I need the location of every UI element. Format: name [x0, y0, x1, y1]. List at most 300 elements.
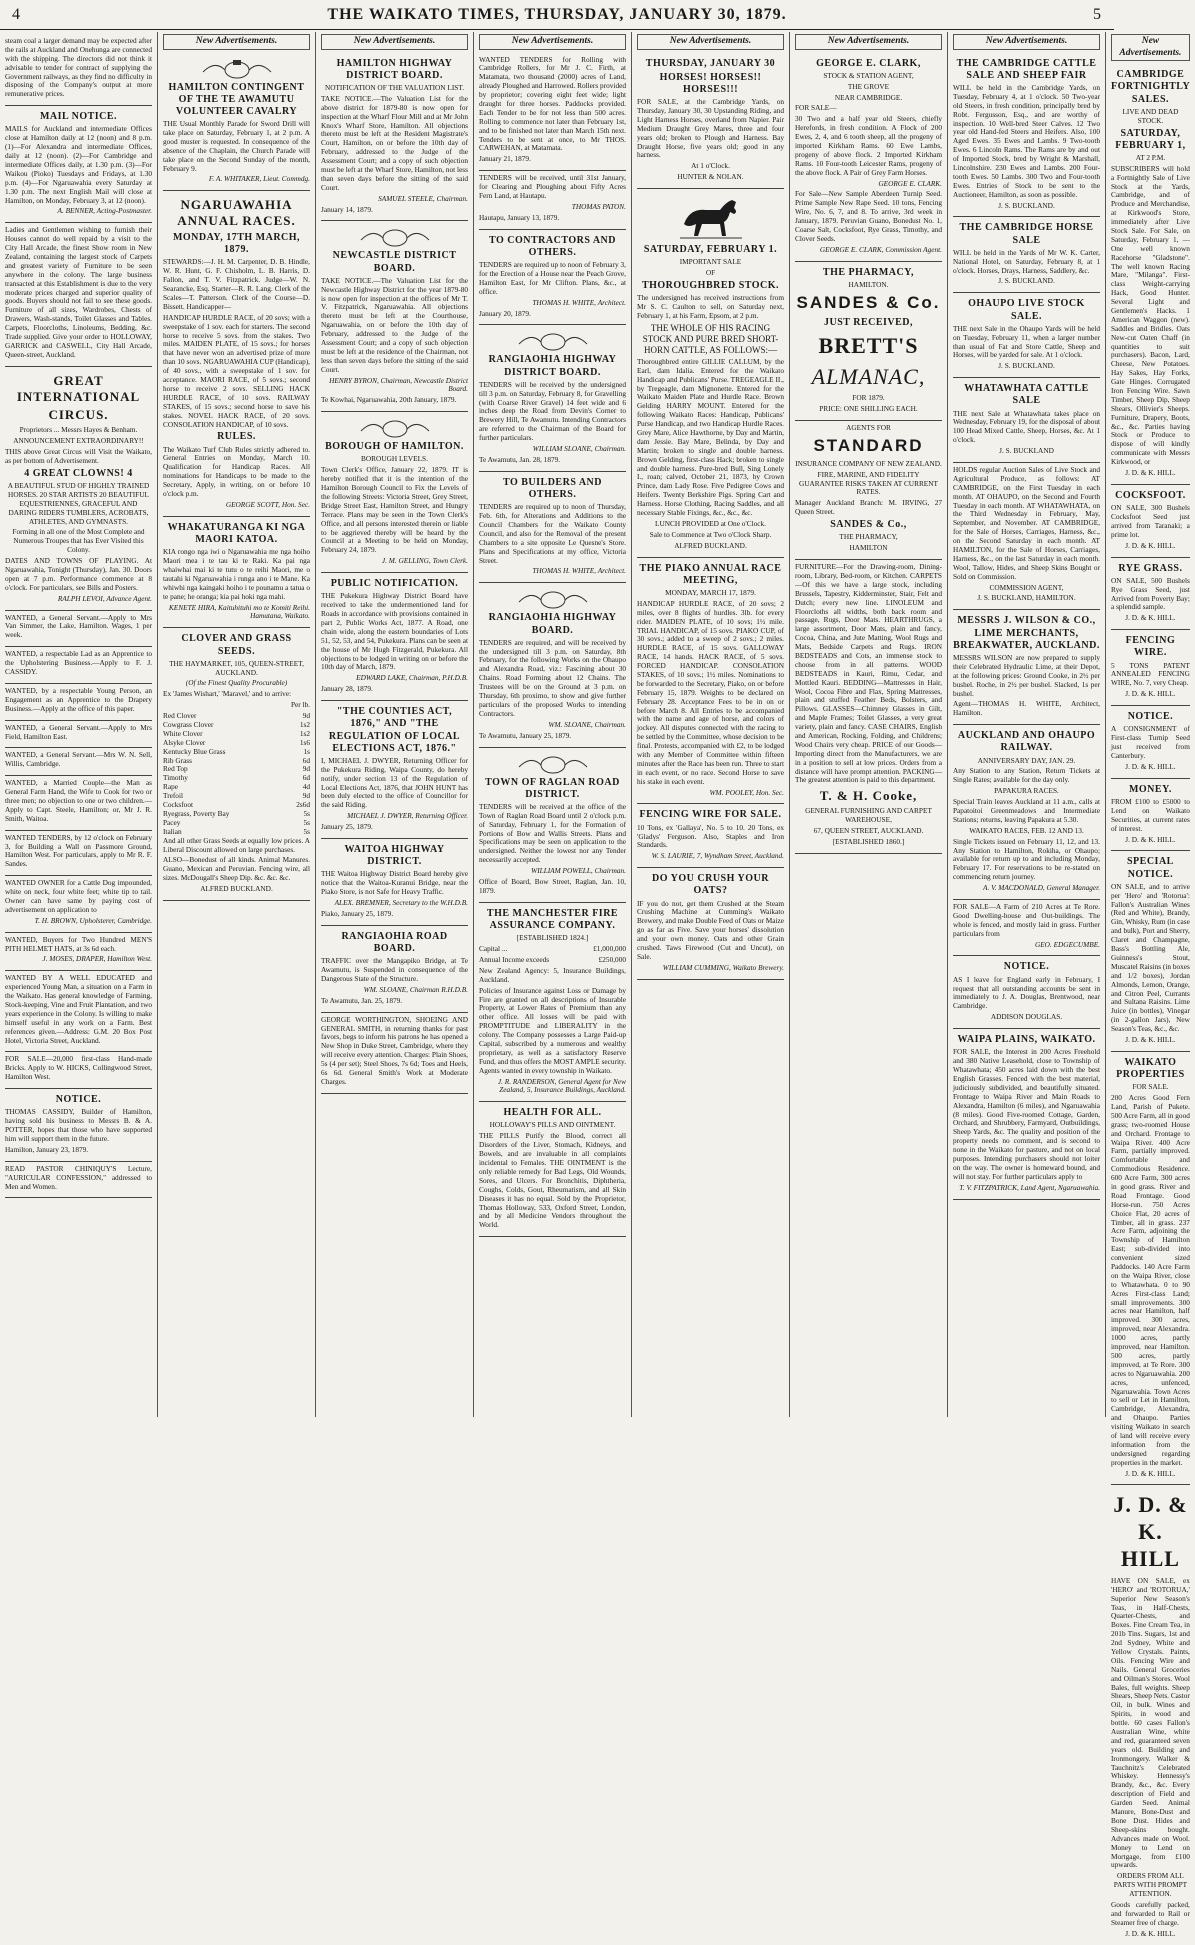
ad-signature: T. H. BROWN, Upholsterer, Cambridge.: [34, 915, 152, 925]
ad-signature: J. D. & K. HILL.: [1125, 834, 1176, 844]
ad-text: MONDAY, MARCH 17, 1879.: [665, 587, 756, 597]
auction-sales-ad: [953, 463, 1100, 610]
income-label: Annual Income exceeds: [479, 954, 550, 964]
column-header: New Advertisements.: [321, 34, 468, 50]
ad-heading: WAITOA HIGHWAY DISTRICT.: [344, 844, 445, 868]
waitoa-ad: [321, 839, 468, 926]
ad-heading: FENCING WIRE.: [1125, 635, 1176, 659]
ad-heading: CAMBRIDGE FORTNIGHTLY SALES.: [1111, 69, 1191, 105]
column-header: New Advertisements.: [953, 34, 1100, 50]
ad-text: Te Awamutu, Jan. 25, 1879.: [321, 995, 403, 1005]
ad-text: FOR SALE, the Interest in 200 Acres Freehold and 380 Native Leasehold, close to Township of Whatawhata; 450 acres laid down with the best English Grasses. Fenced with the best material, judiciously subdivided, and beautifully situated. Frontage to Waipa River and Main Roads to Alexandra, Hamilton (6 miles), and Ngaruawahia (8 miles). Good Five-roomed Cottage, Garden, Orchard, and Shrubbery, Farmyard, Outbuildings, Sheep Yards, &c. The quality and position of the property needs no comment, and is second to none in the Waikato for pasture, and not on local purposes. Intending purchasers should not loiter on the way. The owner is homeward bound, and will not stay. For further particulars apply to: [953, 1047, 1100, 1181]
ad-text: IF you do not, get them Crushed at the Steam Crushing Machine at Cumming's Waikato Brewery, and make Double Feed of Oats or Maize go as far as Five. Save your horses' dissolution and your own money. Oats and other Grain crushed. Taws Firewood (Cut and Uncut), on Sale.: [637, 898, 784, 961]
ad-text: NOTIFICATION OF THE VALUATION LIST.: [324, 82, 465, 92]
clark-agent-ad: [795, 53, 942, 262]
contractors-ad: [479, 230, 626, 326]
page-number-right: 5: [1093, 5, 1102, 23]
column-8: [1106, 32, 1195, 1938]
ad-text: Special Train leaves Auckland at 11 a.m., calls at Papatoitoi Greenmeadows and Intermediate Stations; returns, leaving Papakura at 5.30.: [953, 797, 1100, 824]
ad-text: FIRE, MARINE, AND FIDELITY GUARANTEE RISKS TAKEN AT CURRENT RATES.: [798, 469, 938, 497]
ad-signature: THOMAS PATON.: [571, 201, 626, 211]
ad-heading: RANGIAOHIA HIGHWAY DISTRICT BOARD.: [488, 354, 617, 378]
pharmacy-ad: [795, 262, 942, 421]
seed-price: 2s6d: [296, 800, 310, 810]
ad-heading: OHAUPO LIVE STOCK SALE.: [968, 298, 1085, 322]
ad-text: Ladies and Gentlemen wishing to furnish their Houses cannot do well repaid by a visit to the City Hall Arcade, the finest Show room in New Zealand, containing the largest stock of Carpets and greatest variety of Furniture to be seen anywhere in the colony. The large business transacted at this Establishment is due to the very moderate prices charged and superior quality of goods. Buyers should not fail to see these goods. Furniture of all sizes, Wardrobes, Chests of Drawers, Wash-stands, Toilet Glasses and Tables. Carpets, Floorcloths, Linoleums, Bedding, &c. Trade supplied. Give your order to HOLLOWAY, GARRICK and CASWELL, City Hall Arcade, Queen-street, Auckland.: [5, 225, 152, 359]
ad-heading: WHAKATURANGA KI NGA MAORI KATOA.: [167, 521, 306, 545]
cambridge-cattle-sale-ad: [953, 53, 1100, 218]
ad-signature: ALFRED BUCKLAND.: [200, 884, 273, 894]
royal-crest-icon: [355, 417, 435, 439]
wanted-ad: [5, 831, 152, 877]
ad-text: Policies of Insurance against Loss or Damage by Fire are granted on all descriptions of Insurable Property, at Lower Rates of Premium than any other office. All losses will be paid with PROMPTITUDE and LIBERALITY in the colony. The Company possesses a Large Paid-up Capital, subscribed by a numerous and wealthy proprietary, as well as a satisfactory Reserve Fund, and thus offers the MOST AMPLE security. Agents wanted in every township in Waikato.: [479, 985, 627, 1075]
ad-text: Any Station to any Station, Return Tickets at Single Rates; available for the day only.: [953, 766, 1100, 785]
ad-signature: WILLIAM POWELL, Chairman.: [531, 866, 626, 876]
ad-signature: J. MOSES, DRAPER, Hamilton West.: [42, 954, 152, 964]
ad-heading: SATURDAY, FEBRUARY 1.: [643, 244, 778, 256]
ad-text: INSURANCE COMPANY OF NEW ZEALAND.: [795, 458, 942, 468]
ad-text: A BEAUTIFUL STUD OF HIGHLY TRAINED HORSES. 20 STAR ARTISTS 20 BEAUTIFUL EQUESTRIENNES, GRACEFUL AND DARING RIDERS TUMBLERS, ACROBATS, ATHLETES, AND GYMNASTS.: [7, 481, 150, 526]
piako-races-ad: [637, 558, 784, 805]
ad-heading: NEWCASTLE DISTRICT BOARD.: [332, 250, 457, 274]
ad-text: [ESTABLISHED 1824.]: [516, 933, 589, 943]
ad-text: FOR SALE.: [1132, 1082, 1169, 1092]
ad-text: FOR SALE, at the Cambridge Yards, on Thursday, January 30, 30 Upstanding Riding, and Light Harness Horses, overland from Napier. Pair Medium Draught Grey Mares, three and four years old; broken to Plough and Harness. Bay Draught Horse, five years old; good in any harness.: [637, 97, 784, 160]
seed-price: 1s: [303, 746, 310, 756]
ad-signature: J. S. BUCKLAND, HAMILTON.: [977, 593, 1076, 603]
jdk-hill-ad: [1111, 1485, 1190, 1944]
ad-text: The undersigned has received instructions from Mr S. C. Caulton to sell, on Saturday next, February 1, at his Farm, Epsom, at 2 p.m.: [637, 293, 784, 321]
ad-text: KIA rongo nga iwi o Ngaruawahia me nga hoiho Maori mea i te tau ki te Raki. Ka pai nga whaiwhai mai ki te tutu o te reihi Maori, me o tautahi ki Ngaruawahia i runga ano i te Mane. Ka whiwhi nga kaingaki hoiho i te pounamu a tatua o te pane; he oranga; kia pai hoki nga mahi.: [163, 547, 310, 601]
ad-text: WAIKATO RACES, FEB. 12 AND 13.: [969, 825, 1084, 835]
ad-heading: SATURDAY, FEBRUARY 1,: [1115, 127, 1186, 151]
ad-text: Agent—THOMAS H. WHITE, Architect, Hamilton.: [953, 699, 1100, 718]
column-4: [474, 32, 632, 1417]
seed-row: [163, 783, 310, 792]
thoroughbred-sale-ad: [637, 189, 784, 557]
seed-price: 1s2: [299, 728, 310, 738]
ad-text: COMMISSION AGENT,: [989, 582, 1064, 592]
ad-text: Proprietors ... Messrs Hayes & Benham.: [19, 425, 138, 435]
ad-heading: MAIL NOTICE.: [39, 111, 118, 123]
ad-heading: STANDARD: [813, 436, 924, 456]
ad-heading: J. D. & K. HILL: [1113, 1492, 1188, 1572]
ad-text: WANTED, by a respectable Young Person, an Engagement as an Apprentice to the Drapery Business.—Apply at the office of this paper.: [5, 685, 152, 713]
wanted-ad: [5, 776, 152, 830]
seed-price: 1s2: [299, 720, 310, 730]
seed-name: White Clover: [163, 728, 203, 738]
ad-text: Te Awamutu, Jan. 28, 1879.: [479, 454, 561, 464]
ad-text: ANNOUNCEMENT EXTRAORDINARY!!: [13, 436, 144, 446]
ad-heading: FENCING WIRE FOR SALE.: [639, 809, 782, 821]
cocksfoot-ad: [1111, 485, 1190, 558]
ad-text: January 28, 1879.: [321, 684, 373, 694]
ad-text: HOLDS regular Auction Sales of Live Stock and Agricultural Produce, as follows: AT CAMBRIDGE, on the First Tuesday in each month. AT OHAUPO, on the Second and Fourth Tuesday in each month. AT WHATAWHATA, on the Third Wednesday in February, May, September, and November. AT CAMBRIDGE, for the Sale of Horses, Carriages, Harness, &c., on the Second Saturday in each month. AT HAMILTON, for the Sale of Horses, Carriages, Harness, &c., on the last Saturday in each month. Wool, Tallow, Hides, and Sheep Skins Bought or Sold on Commission.: [953, 465, 1100, 581]
ad-signature: THOMAS H. WHITE, Architect.: [532, 566, 626, 576]
seed-name: Alsyke Clover: [163, 737, 206, 747]
ad-signature: J. M. GELLING, Town Clerk.: [381, 556, 468, 566]
ad-text: Te Kowhai, Ngaruawahia, 20th January, 1879.: [321, 395, 457, 405]
ad-heading: RULES.: [217, 431, 256, 443]
seed-name: Trefoil: [163, 791, 184, 801]
racehorse-icon: [676, 194, 746, 242]
ad-text: HANDICAP HURDLE RACE, of 20 sovs; with a sweepstake of 1 sov. each for starters. The second horse to receive 5 sovs. from the stakes. Two miles. MAIDEN PLATE, of 15 sovs.; for horses that have never won an advertised prize of more than 10 sovs. NGARUAWAHIA CUP (Handicap), of 40 sovs., with a sweepstake of 1 sov. for acceptance. MAORI RACE, of 5 sovs.; second horse to receive 2 sovs. SELLING HACK HURDLE RACE, of 10 sovs. RAILWAY STAKES, of 15 sovs.; second horse to save his stakes. NOVEL HACK RACE, of 20 sovs. CONSOLATION HANDICAP, of 10 sovs.: [163, 312, 310, 429]
ad-text: At 1 o'Clock.: [691, 161, 730, 171]
ad-text: The Waikato Turf Club Rules strictly adhered to. General Entries on Monday, March 10. Qualification for Handicap Races. All nominations for Handicaps to be made to the Secretary, Apply, in writing, on or before 10 o'clock p.m.: [163, 444, 310, 499]
wanted-ad: [5, 876, 152, 932]
ad-heading: 4 GREAT CLOWNS! 4: [24, 467, 133, 479]
ad-text: OF: [705, 268, 716, 278]
ad-text: Single Tickets issued on February 11, 12, and 13. Any Station to Hamilton, Rokiha, or Ohaupo; available for return up to and including Monday, February 17. For reservations to be re-stated on commencing return journey.: [953, 836, 1100, 882]
ad-text: A CONSIGNMENT of First-class Turnip Seed just received from Canterbury.: [1111, 724, 1190, 761]
ad-text: WANTED TENDERS, by 12 o'clock on February 3, for Building a Wall on Passmore Ground, Hamilton West. For particulars, apply to Mr R. F. Sandes.: [5, 832, 152, 869]
seed-price: 5s: [303, 808, 310, 818]
ad-heading: NOTICE.: [55, 1094, 102, 1106]
seed-name: Pacey: [163, 817, 181, 827]
ad-heading: NOTICE.: [1127, 711, 1174, 723]
masthead: [0, 0, 1114, 30]
ad-text: ON SALE, and to arrive per 'Hero' and 'Rotorua': Fallon's Australian Wines (Red and White), Brandy, Gin, Whisky, Rum (in case and bulk), Port and Sherry, Claret and Champagne, Bass's Bottling Ale, Guinness's Stout, Muscatel Raisins (in boxes and 1/2 boxes), Jordan Almonds, Lemon, Orange, and Citron Peel, Currants and Sultana Raisins. Lime Juice (in bottles), Vinegar (in 2-gallon Jars), New Season's Teas, &c., &c.: [1111, 881, 1190, 1034]
douglas-notice: [953, 956, 1100, 1029]
ad-text: Sale to Commence at Two o'Clock Sharp.: [649, 529, 772, 539]
royal-crest-icon: [513, 753, 593, 775]
furniture-ad: [5, 223, 152, 366]
ad-text: AT 2 P.M.: [1135, 152, 1166, 162]
ad-signature: KENETE HIRA, Kaituhituhi mo te Komiti Reihi. Hamutana, Waikato.: [168, 602, 310, 621]
ad-signature: GEO. EDGECUMBE.: [1034, 939, 1100, 949]
raglan-ad: [479, 748, 626, 903]
chiniquy-ad: [5, 1162, 152, 1199]
ad-text: WILL be held in the Yards of Mr W. K. Carter, National Hotel, on Saturday, February 8, at 1 o'clock. Horses, Drays, Harness, Saddlery, &c.: [953, 247, 1100, 275]
ad-text: FOR SALE—20,000 first-class Hand-made Bricks. Apply to W. HICKS, Collingwood Street, Hamilton West.: [5, 1054, 152, 1082]
ad-signature: J. S. BUCKLAND.: [998, 361, 1055, 371]
ad-text: (Of the Finest Quality Procurable): [185, 678, 288, 688]
ad-text: Manager Auckland Branch: M. IRVING, 27 Queen Street.: [795, 498, 942, 517]
ad-text: FOR SALE—: [795, 103, 837, 113]
ad-text: For Sale—New Sample Aberdeen Turnip Seed. Prime Sample New Rape Seed. 10 tons, Fencing Wire, No. 6, 7, and 8. To arrive, 3rd week in January, 1879. Peruvian Guano, Bonedust No. 1, Coarse Salt, Cocksfoot, Rye Grass, Timothy, and Clover Seeds.: [795, 189, 942, 243]
column-2: [158, 32, 316, 1417]
seed-price: 5s: [303, 817, 310, 827]
seed-name: Kentucky Blue Grass: [163, 746, 226, 756]
wanted-ad: [5, 611, 152, 648]
ad-text: TAKE NOTICE.—The Valuation List for the above district for 1879-80 is now open for inspection at the Wharf Flour Mill and at Mr John Knox's Wharf Store, Hamilton. All objections thereto must be left at the Resident Magistrate's Court, Hamilton, on or before the 10th day of February, addressed to the Judge of the Assessment Court; and a copy of such objection must be left at the Wharf Store, Hamilton, not less than seven days before the sitting of the said Court.: [321, 93, 468, 192]
ad-text: I, MICHAEL J. DWYER, Returning Officer for the Pukekura Riding, Waipa County, do hereby notify, under section 13 of the Regulation of Local Elections Act, 1876, that JOHN HUNT has been duly elected to the office of Councillor for the said Riding.: [321, 755, 468, 810]
insurance-ad: [795, 421, 942, 560]
column-header: New Advertisements.: [637, 34, 784, 50]
ad-heading: HAMILTON CONTINGENT OF THE TE AWAMUTU VOLUNTEER CAVALRY: [168, 81, 305, 117]
waipa-plains-ad: [953, 1029, 1100, 1199]
capital-label: Capital ...: [479, 944, 508, 954]
ad-text: WANTED, Buyers for Two Hundred MEN'S PITH HELMET HATS, at 3s 6d each.: [5, 934, 152, 953]
ad-text: ANNIVERSARY DAY, JAN. 29.: [977, 755, 1076, 765]
ad-text: NEAR CAMBRIDGE.: [834, 92, 903, 102]
ad-heading: HEALTH FOR ALL.: [503, 1107, 602, 1119]
seed-name: Timothy: [163, 773, 188, 783]
ad-heading: CIRCUS.: [48, 407, 109, 423]
royal-crest-icon: [355, 226, 435, 248]
column-header: New Advertisements.: [479, 34, 626, 50]
ad-text: FURNITURE—For the Drawing-room, Dining-room, Library, Bed-room, or Kitchen. CARPETS—Of this we have a large stock, including Brussels, Tapestry, Kidderminster, Stair, Felt and Dutch; every new line. LINOLEUM and Floorcloths all widths, both back room and passage, Rugs, Door Mats. HEARTHRUGS, a large assortment, Door Mats, plain and fancy, Cocoa, China, and Jute Matting, Wool Rugs and Mats, Bedside Carpets and Rugs. IRON BEDSTEADS and Cots, an immense stock to choose from in all patterns. WOOD BEDSTEADS in Kauri, Rimu, Cedar, and Mottled Kauri. BEDDING—Mattresses in Hair, Wool, Cocoa Fibre and Flax, Spring Mattresses, plain and stuffed Feather Beds, Bolsters, and Pillows. GLASSES—Chimney Glasses in Gilt, and Maple Frames; Toilet Glasses, a very great variety, plain and fancy. CASE CHAIRS, English and American, Rocking, Folding, and Childrens; Wood Chairs very cheap. PRICE of our Goods—Importing direct from the Manufacturers, we are in a position to sell at low prices. Orders from a distance will have prompt attention. PACKING—The greatest attention is paid to this department.: [795, 562, 942, 785]
column-header: New Advertisements.: [1111, 34, 1190, 61]
column-6: [790, 32, 948, 1417]
borough-ad: [321, 412, 468, 573]
ad-heading: MESSRS J. WILSON & CO., LIME MERCHANTS, BREAKWATER, AUCKLAND.: [953, 615, 1100, 651]
ad-text: THE PHARMACY,: [839, 532, 898, 542]
ad-text: WANTED, a Married Couple—the Man as General Farm Hand, the Wife to Cook for two or three men; no objection to one or two children.—Apply to Capt. Steele, Hamilton; or, Mr J. R. Smith, Waitoa.: [5, 778, 152, 823]
ad-text: [ESTABLISHED 1860.]: [832, 836, 905, 846]
seed-name: Ryegrass, Poverty Bay: [163, 808, 230, 818]
ad-signature: J. D. & K. HILL.: [1125, 613, 1176, 623]
seed-price: 6d: [302, 773, 310, 783]
ad-text: STOCK & STATION AGENT,: [823, 70, 914, 80]
ad-heading: PUBLIC NOTIFICATION.: [330, 578, 459, 590]
ad-heading: SPECIAL NOTICE.: [1127, 856, 1174, 880]
ad-heading: JUST RECEIVED,: [823, 316, 914, 328]
waikato-properties-ad: [1111, 1052, 1190, 1486]
article-text: steam coal a larger demand may be expected after the rails at Auckland and Onehunga are connected with the shipping. The directors did not think it advisable to tender for contract of supplying the Government railways, as they find no difficulty in disposing of the Company's output at more remunerative prices.: [5, 36, 152, 99]
column-1: [0, 32, 158, 1417]
ad-signature: J. S. BUCKLAND.: [998, 276, 1055, 286]
ad-text: TENDERS will be received by the undersigned till 3 p.m. on Saturday, February 8, for Gravelling (with Coarse River Gravel) 14 feet wide and 6 inches deep the Road from Devin's Corner to Brewery Hill, Te Awamutu. Intending Contractors are referred to the Chairman of the Board for further particulars.: [479, 379, 626, 443]
ad-heading: THE CAMBRIDGE CATTLE SALE AND SHEEP FAIR: [956, 57, 1097, 81]
ad-signature: THOMAS H. WHITE, Architect.: [532, 297, 626, 307]
ad-text: SUBSCRIBERS will hold a Fortnightly Sale of Live Stock at the Yards, Cambridge, and of Produce and Merchandise, at Kirkwood's Store, immediately after Live Stock Sale. For Sale, on Saturday, February 1, — One well known Racehorse "Gladstone". The well known Racing Mare, "Milanga". First-class Weight-carrying Hack, Good Hunter. Several Light and Gentlemen's Hacks. 1 American Waggon (new). Saddles and Bridles. Oats New-cut Oaten Chaff (in quantities to suit purchasers). Bacon, Lard, Cheese, New Potatoes. Hay Sakes, Hay Forks, Gate Hinges. Corrugated Iron Fencing Wire. Sawn Timber, Sheep Dip, Sheep Shears, Ollivier's Sheeps. Furniture, Drapery, Boots, &c., &c. Parties having Stock or Produce to dispose of will kindly communicate with Messrs Kirkwood, or: [1111, 163, 1190, 467]
ad-signature: WILLIAM CUMMING, Waikato Brewery.: [662, 962, 784, 972]
seed-row: [163, 810, 310, 819]
ad-signature: A. V. MACDONALD, General Manager.: [982, 883, 1100, 893]
ad-heading: TOWN OF RAGLAN ROAD DISTRICT.: [485, 776, 620, 800]
column-7: [948, 32, 1106, 1417]
seed-name: Red Clover: [163, 711, 197, 721]
ad-text: GEORGE WORTHINGTON, SHOEING AND GENERAL SMITH, in returning thanks for past favors, begs to inform his patrons he has opened a New Shop in Duke Street, Cambridge, where they will receive every attention. Charges: Plain Shoes, 5s (4 per set); Steel Shoes, 7s 6d; Toes and Heels, 6s 6d. General Smith's Work at Moderate Charges.: [321, 1014, 468, 1086]
volunteer-ad: [163, 53, 310, 192]
wanted-ad: [5, 933, 152, 972]
ad-text: FROM £100 to £5000 to Lend on Waikato Securities, at current rates of interest.: [1111, 796, 1190, 833]
ad-heading: ALMANAC,: [811, 363, 926, 389]
builders-ad: [479, 472, 626, 584]
seed-price: 5s: [303, 826, 310, 836]
seed-price: 9d: [302, 711, 310, 721]
ad-text: ON SALE, 300 Bushels Cocksfoot Seed just arrived from Taranaki; a prime lot.: [1111, 503, 1190, 539]
ad-text: Piako, January 25, 1879.: [321, 908, 394, 918]
ad-text: THE Waitoa Highway District Board hereby give notice that the Waitoa-Kuranui Bridge, near the Piako Store, is not Safe for Heavy Traffic.: [321, 869, 468, 897]
seed-price: 9d: [302, 791, 310, 801]
ad-text: Town Clerk's Office, January 22, 1879. IT is hereby notified that it is the intention of the Hamilton Borough Council to Fix the Levels of the following Streets: Victoria Street, Grey Street, Bridge Street East, Hamilton Street, and Hungry Terrace. Plans may be seen in the Town Clerk's Office, and all persons interested therein or liable to be aggrieved thereby will be heard by the Council at a Meeting to be held on Monday, February 24, 1879.: [321, 465, 468, 555]
ad-heading: COCKSFOOT.: [1115, 489, 1186, 501]
wanted-ad: [5, 647, 152, 684]
ad-signature: ALFRED BUCKLAND.: [674, 540, 747, 550]
ad-signature: WILLIAM SLOANE, Chairman.: [532, 444, 626, 454]
wanted-ad: [5, 721, 152, 749]
ad-text: THE next Sale at Whatawhata takes place on Wednesday, February 19, for the disposal of about 100 Head Mixed Cattle, Sheep, Horses, &c. At 1 o'clock.: [953, 408, 1100, 445]
column-5: [632, 32, 790, 1417]
ad-text: HAMILTON: [849, 543, 888, 553]
fortnightly-sales-ad: [1111, 64, 1190, 485]
ad-text: THE GROVE: [847, 81, 890, 91]
ad-text: Forming in all one of the Most Complete and Numerous Troupes that has Ever Visited this Colony.: [12, 527, 145, 555]
maori-notice: [163, 517, 310, 629]
ad-signature: WM. SLOANE, Chairman.: [548, 719, 626, 729]
ad-heading: MONDAY, 17TH MARCH, 1879.: [172, 232, 301, 256]
ad-text: WANTED TENDERS for Rolling with Cambridge Rollers, for Mr J. C. Firth, at Matamata, two thousand (2000) acres of Land, already Ploughed and Harrowed. Rollers provided by proprietor; covering eight feet wide; light draught for three horses. Paddocks provided. Each Tender to be for not less than 500 acres. Rolling to commence not later than February 1st, and to be finished not later than March 15th next. Tenders to be sent at once, to Mr THOS. CARWEHAN, at Matamata.: [479, 54, 626, 153]
ad-text: ALSO—Bonedust of all kinds. Animal Manures. Guano, Mexican and Peruvian. Fencing wire, all sizes. McDougall's Sheep Dip. &c. &c. &c.: [163, 855, 310, 883]
crush-oats-ad: [637, 868, 784, 980]
ad-text: HAVE ON SALE, ex 'HERO' and 'ROTORUA,' Superior New Season's Teas, in Half-Chests, Quarter-Chests, and Boxes. Fine Cream Tea, in 201b Tins. Sugars, 1st and 2nd Sydney, White and Yellow Crystals. Paints, Oils. Fencing Wire and Nails. General Groceries and Oilman's Stores. Wool Bales, full weights. Sheep Shears, Sheep Nets. Castor Oil, in bulk. Wines and Spirits, in wood and bottle. 60 cases Fallon's Australian Wine, white and red, guaranteed seven years old. Building and Ironmongery. Walker & Tauchnitz's Celebrated Whiskey. Hennessy's Brandy, &c., &c. Every description of Field and Garden Seed. Animal Manure, Bone-Dust and Bone Dust. Hides and Sheep-skins bought. Advances made on Wool. Money to Lend on Mortgage, from £100 upwards.: [1111, 1575, 1190, 1870]
railway-ad: [953, 725, 1100, 900]
mail-notice: [5, 106, 152, 223]
ad-text: HOLLOWAY'S PILLS AND OINTMENT.: [489, 1120, 616, 1130]
ad-text: Ex 'James Wishart,' 'Maravel,' and to arrive:: [163, 689, 292, 699]
clover-ad: [163, 628, 310, 901]
ad-heading: BOROUGH OF HAMILTON.: [325, 441, 464, 453]
ad-heading: RANGIAOHIA ROAD BOARD.: [341, 930, 448, 955]
ad-heading: WAIKATO PROPERTIES: [1116, 1056, 1185, 1081]
ad-text: BOROUGH LEVELS.: [361, 454, 428, 464]
ad-signature: J. D. & K. HILL.: [1125, 468, 1176, 478]
ad-signature: J. D. & K. HILL.: [1125, 1468, 1176, 1478]
rangiaohia-highway-ad: [479, 583, 626, 747]
cooke-furniture-ad: [795, 560, 942, 854]
ad-heading: THE MANCHESTER FIRE ASSURANCE COMPANY.: [486, 907, 619, 931]
ad-text: GENERAL FURNISHING AND CARPET WAREHOUSE,: [805, 806, 932, 825]
fire-assurance-ad: [479, 903, 626, 1103]
counties-act-notice: [321, 701, 468, 839]
whatawhata-sale-ad: [953, 378, 1100, 463]
ad-text: WANTED BY A WELL EDUCATED and experienced Young Man, a situation on a Farm in the Waikato. Has general knowledge of Farming, Stock-keeping, Vine and Fruit Plantation, and two years experience in the Colony. Is willing to make himself useful in any work on a Farm. Best references given.—Address: G.M. 20 Box Post Hotel, Victoria Street, Auckland.: [5, 973, 152, 1045]
ad-text: THE next Sale in the Ohaupo Yards will be held on Tuesday, February 11, when a larger number than usual of Fat and Store Cattle, Sheep and Horses, will be yarded for sale. At 1 o'clock.: [953, 323, 1100, 360]
ad-text: WANTED OWNER for a Cattle Dog impounded, white on neck, four white feet; white tip to tail. Owner can have same by paying cost of advertisement on application to: [5, 878, 152, 914]
fencing-wire-ad: [637, 804, 784, 868]
ad-heading: TO CONTRACTORS AND OTHERS.: [489, 234, 616, 258]
notice-ad: [5, 1089, 152, 1162]
rangiaohia-road-ad: [321, 926, 468, 1013]
ad-signature: J. D. & K. HILL.: [1125, 1928, 1176, 1938]
rye-grass-ad: [1111, 558, 1190, 631]
ad-text: TENDERS are required, and will be received by the undersigned till 3 p.m. on Saturday, 8th February, for the following Works on the Ohaupo and Alexandra Road, viz.: Fascining about 30 Chains. Road Forming about 12 Chains. The Trustees will be on the Ground at 3 p.m. on Thursday, 6th proximo, to show and give further particulars of the proposed Works to intending Contractors.: [479, 637, 626, 718]
ad-text: READ PASTOR CHINIQUY'S Lecture, "AURICULAR CONFESSION," addressed to Men and Women.: [5, 1163, 152, 1191]
ad-text: January 14, 1879.: [321, 204, 373, 214]
ad-text: PRICE: ONE SHILLING EACH.: [819, 404, 918, 414]
ad-heading: THE PHARMACY,: [822, 266, 915, 278]
ad-text: THE PILLS Purify the Blood, correct all Disorders of the Liver, Stomach, Kidneys, and Bowels, and are invaluable in all complaints incidental to Females. THE OINTMENT is the only reliable remedy for Bad Legs, Old Wounds, Sores, and Ulcers. For Bronchitis, Diphtheria, Coughs, Colds, Gout, Rheumatism, and all Skin Diseases it has no equal. Sold by the Proprietor, Thomas Holloway, 533, Oxford Street, London, and by all Medicine Vendors throughout the World.: [479, 1131, 626, 1230]
ad-text: DATES AND TOWNS OF PLAYING. At Ngaruawahia, Tonight (Thursday), Jan. 30. Doors open at 7 p.m. Performance commence at 8 o'clock. For particulars, see Bills and Posters.: [5, 556, 152, 592]
ad-heading: MONEY.: [1128, 783, 1172, 795]
ad-text: THE Usual Monthly Parade for Sword Drill will take place on Saturday, February 1, at 2 p.m. A good muster is requested. In consequence of the absence of the Chaplain, the Church Parade will take place on the Second Sunday of the month, February 9.: [163, 119, 310, 173]
ad-text: WANTED, a respectable Lad as an Apprentice to the Upholstering Business.—Apply to F. J. CASSIDY.: [5, 649, 152, 677]
wanted-ad: [5, 971, 152, 1052]
highway-board-ad: [321, 53, 468, 222]
ad-text: ORDERS FROM ALL PARTS WITH PROMPT ATTENTION.: [1113, 1871, 1188, 1899]
royal-crest-icon: [513, 588, 593, 610]
income-row: [479, 956, 626, 965]
ad-signature: RALPH LEVOI, Advance Agent.: [57, 593, 152, 603]
ad-heading: "THE COUNTIES ACT, 1876," AND "THE REGULATION OF LOCAL ELECTIONS ACT, 1876.": [328, 706, 461, 754]
ad-text: New Zealand Agency: 5, Insurance Buildings, Auckland.: [479, 965, 626, 984]
ad-text: TENDERS will be received, until 31st January, for Clearing and Ploughing about Fifty Acres Fern Land, at Hautapu.: [479, 173, 626, 201]
ad-text: HANDICAP HURDLE RACE, of 20 sovs; 2 miles, over 8 flights of hurdles. 3lb. for every rider. MAIDEN PLATE, of 10 sovs; 1½ mile. TRIAL HANDICAP, of 15 sovs. PIAKO CUP, of 30 sovs.; added to a sweep of 2 sovs.; 2 miles. HURDLE RACE, of 15 sovs. GALLOWAY RACE, 14 hands. HACK RACE, of 5 sovs. FORCED HANDICAP. CONSOLATION STAKES, of 10 sovs.; 1½ miles. Nominations to be forwarded to the Secretary, Piako, on or before February 15, 1879. Weights to be declared on February 28. Acceptance Fees to be in on or before March 8. All Entries to be accompanied with the name and age of horse, and colors of jockey. All disputes connected with the racing to be settled by the Committee, whose decision to be final. Protests, accompanied with £2, to be lodged with any Member of Committee within fifteen minutes after the Race has been run. Three to start in each event, or no race. Second Horse to save his stake in each event.: [637, 598, 784, 786]
wanted-ad: [5, 684, 152, 721]
ad-text: Te Awamutu, January 25, 1879.: [479, 730, 572, 740]
ad-text: January 21, 1879.: [479, 154, 531, 164]
ad-signature: ALEX. BREMNER, Secretary to the W.H.D.B.: [334, 898, 468, 908]
ad-signature: GEORGE SCOTT, Hon. Sec.: [225, 499, 310, 509]
intro-article: [5, 34, 152, 106]
ad-text: PAPAKURA RACES.: [994, 786, 1059, 796]
ad-signature: ADDISON DOUGLAS.: [990, 1012, 1063, 1022]
ad-heading: NGARUAWAHIA ANNUAL RACES.: [177, 197, 296, 229]
ad-signature: SAMUEL STEELE, Chairman.: [378, 193, 468, 203]
ad-text: TRAFFIC over the Mangapiko Bridge, at Te Awamutu, is Suspended in consequence of the Dangerous State of the Structure.: [321, 956, 468, 983]
ad-text: TENDERS are required up to noon of February 3, for the Erection of a House near the Peach Grove, Hamilton East, for Mr Clifton. Plans, &c., at office.: [479, 260, 626, 296]
seed-price-list: [163, 712, 310, 836]
ad-text: WANTED, a General Servant.—Mrs W. N. Sell, Willis, Cambridge.: [5, 750, 152, 769]
ad-text: MAILS for Auckland and intermediate Offices close at Hamilton daily at 12 (noon) and 8 p.m. (1)—For Alexandra and intermediate Offices, daily at 12 (noon). (2)—For Cambridge and intermediate Offices daily, at 1.30 p.m. (3)—For Waikou (Pioko) Tuesdays and Fridays, at 1.30 p.m. (4)—For Ngaruawahia every Saturday at 1.30 p.m. The next English Mail will close at Hamilton, on Monday, February 3, at 12 (noon).: [5, 124, 152, 205]
ad-signature: J. D. & K. HILL.: [1125, 540, 1176, 550]
ad-signature: J. R. RANDERSON, General Agent for New Zealand, 5, Insurance Buildings, Auckland.: [497, 1076, 626, 1095]
ad-heading: THOROUGHBRED STOCK.: [641, 280, 780, 292]
ad-heading: TO BUILDERS AND OTHERS.: [502, 476, 602, 501]
ad-signature: F. A. WHITAKER, Lieut. Commdg.: [208, 174, 310, 184]
tender-ad: [479, 171, 626, 229]
ad-text: January 25, 1879.: [321, 822, 373, 832]
ad-text: 67, QUEEN STREET, AUCKLAND.: [813, 825, 924, 835]
ad-text: TAKE NOTICE.—The Valuation List for the Newcastle Highway District for the year 1879-80 is now open for inspection at the offices of Mr T. V. Fitzpatrick, Ngaruawahia. All objections thereto must be left at the Courthouse, Ngaruawahia, on or before the 10th day of February, addressed to the Judge of the Assessment Court; and a copy of such objection must be left at the residence of the Chairman, not less than seven days before the sitting of the said Court.: [321, 275, 468, 374]
seed-price: 6d: [302, 755, 310, 765]
seed-name: Rape: [163, 782, 178, 792]
ad-heading: SANDES & Co.: [796, 292, 941, 312]
rangiaohia-board-ad: [479, 325, 626, 471]
seed-name: Rib Grass: [163, 755, 192, 765]
ad-text: ON SALE, 500 Bushels Rye Grass Seed, just Arrived from Poverty Bay; a splendid sample.: [1111, 575, 1190, 612]
ad-signature: MICHAEL J. DWYER, Returning Officer.: [347, 811, 468, 821]
ad-heading: WAIPA PLAINS, WAIKATO.: [957, 1034, 1096, 1046]
royal-crest-icon: [513, 330, 593, 352]
royal-crest-icon: [197, 58, 277, 80]
newcastle-board-ad: [321, 221, 468, 412]
ad-text: TENDERS will be received at the office of the Town of Raglan Road Board until 2 o'clock p.m. of Saturday, February 1, for the Formation of Portions of Bow and Wallis Streets. Plans and Specifications may be seen on application to the undersigned. Neither the lowest nor any Tender necessarily accepted.: [479, 801, 626, 865]
ad-heading: THURSDAY, JANUARY 30: [645, 57, 776, 69]
ad-text: Hautapu, January 13, 1879.: [479, 212, 560, 222]
ad-heading: CLOVER AND GRASS SEEDS.: [181, 633, 292, 657]
ad-text: Goods carefully packed, and forwarded to Rail or Steamer free of charge.: [1111, 1899, 1190, 1927]
ad-heading: HAMILTON HIGHWAY DISTRICT BOARD.: [336, 57, 453, 81]
ad-text: FOR 1879.: [852, 393, 885, 403]
lime-ad: [953, 610, 1100, 725]
ad-text: And all other Grass Seeds at equally low prices. A Liberal Discount allowed on large purchases.: [163, 835, 310, 854]
ad-text: 200 Acres Good Fern Land, Parish of Pukete. 500 Acre Farm, all in good grass; two-roomed House and Orchard. Frontage to Waipa River. 400 Acre Farm, partially improved. Comfortable and Commodious Residence. 600 Acre Farm, 300 acres in good grass. River and Road Frontage. Good Horse-run. 750 Acres Choice Flat, 20 acres of Timber, all in grass. 237 Acre Farm, adjoining the Township of Hamilton East; sub-divided into convenient sized Paddocks. 140 Acre Farm on the Waipa River, close to Whatawhata. 0 to 90 Acres First-class Land; small improvements. 300 acres near Hamilton, half improved. 300 acres, improved, near Alexandra. 1000 acres, partly improved, near Hamilton. 500 acres, partly improved, at Te Rore. 300 acres to Ngaruawahia. 200 acres, unfenced, Ngaruawahia. Town Acres to sell or Let in Hamilton, Cambridge, Alexandra, and Ohaupo. Parties visiting Waikato in search of land will receive every information from the undersigned regarding properties in the market.: [1111, 1093, 1190, 1467]
ad-text: MESSRS WILSON are now prepared to supply their Celebrated Hydraulic Lime, at their Depot, at the following prices: Ground Cooke, in 2½ per bushel. Roche, in 2½ per bushel. Slacked, 1s per bushel.: [953, 652, 1100, 698]
ad-signature: GEORGE E. CLARK, Commission Agent.: [819, 244, 942, 254]
ohaupo-sale-ad: [953, 293, 1100, 378]
ad-text: TENDERS are required up to noon of Thursday, Feb. 6th, for Alterations and Additions to the Council Chambers for the Waikato County Council, and also for the Removal of the present Chambers to a site opposite Le Quesne's Store. Plans and Specifications at my office, Victoria Street.: [479, 502, 626, 565]
ad-text: FOR SALE—A Farm of 210 Acres at Te Rore. Good Dwelling-house and Out-buildings. The whole is fenced, and mostly laid in grass. Further particulars from: [953, 902, 1100, 938]
ad-heading: GREAT INTERNATIONAL: [16, 372, 141, 404]
ad-text: Per lb.: [290, 700, 310, 710]
cambridge-horse-sale-ad: [953, 217, 1100, 293]
ad-signature: T. V. FITZPATRICK, Land Agent, Ngaruawahia.: [959, 1182, 1100, 1192]
ad-text: THE HAYMARKET, 105, QUEEN-STREET, AUCKLAND.: [169, 658, 304, 677]
smith-ad: [321, 1013, 468, 1094]
seed-row: [163, 774, 310, 783]
ad-signature: HENRY BYRON, Chairman, Newcastle District Board.: [329, 375, 468, 394]
ad-text: LIVE AND DEAD STOCK.: [1122, 106, 1179, 125]
ad-heading: DO YOU CRUSH YOUR OATS?: [652, 873, 769, 897]
ad-signature: HUNTER & NOLAN.: [677, 172, 744, 182]
ad-signature: J. S. BUCKLAND.: [998, 200, 1055, 210]
bricks-ad: [5, 1052, 152, 1089]
farm-sale-ad: [953, 900, 1100, 956]
fencing-wire-ad-2: [1111, 630, 1190, 706]
